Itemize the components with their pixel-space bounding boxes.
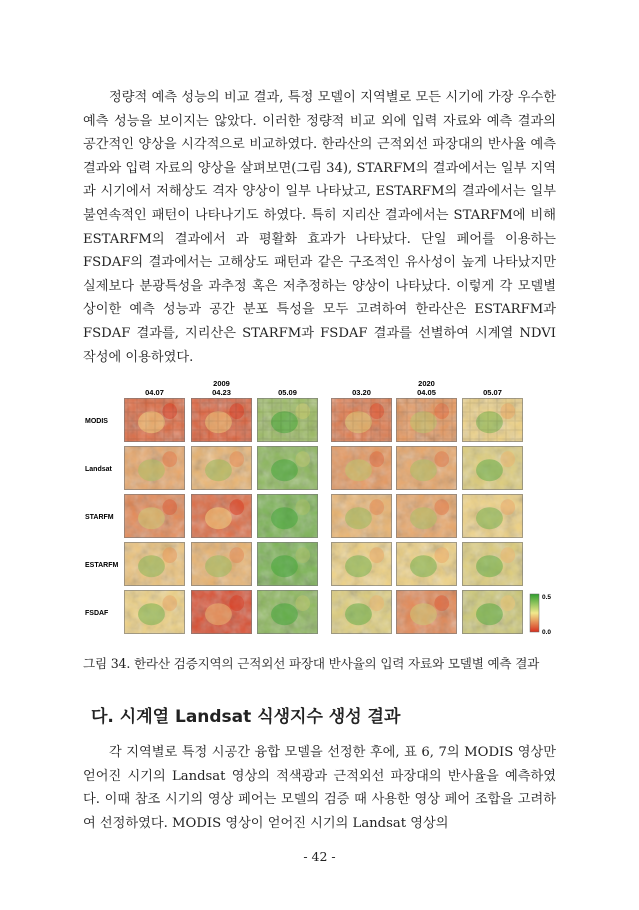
image-tile	[124, 494, 185, 538]
image-tile	[396, 542, 457, 586]
section-heading: 다. 시계열 Landsat 식생지수 생성 결과	[91, 707, 401, 727]
row-label: ESTARFM	[85, 562, 119, 569]
image-tile	[257, 446, 318, 490]
image-tile	[396, 446, 457, 490]
image-tile	[462, 542, 523, 586]
image-tile	[124, 398, 185, 442]
image-tile	[191, 494, 252, 538]
date-label: 03.20	[352, 388, 371, 397]
image-tile	[396, 494, 457, 538]
row-label: MODIS	[85, 418, 108, 425]
image-tile	[191, 542, 252, 586]
date-label: 04.23	[212, 388, 231, 397]
paragraph-text: 각 지역별로 특정 시공간 융합 모델을 선정한 후에, 표 6, 7의 MODIS 영상만 얻어진 시기의 Landsat 영상의 적색광과 근적외선 파장대의 반사율을 예측하였다. 이때 참조 시기의 영상 페어는 모델의 검증 때 사용한 영상 페어 조합을 고려하여 선정하였다. MODIS 영상이 얻어진 시기의 Landsat 영상의	[83, 745, 556, 831]
figure-caption: 그림 34. 한라산 검증지역의 근적외선 파장대 반사율의 입력 자료와 모델별 예측 결과	[83, 656, 540, 671]
image-tile	[191, 590, 252, 634]
image-tile	[257, 398, 318, 442]
image-tile	[124, 542, 185, 586]
image-tile	[331, 494, 392, 538]
paragraph-text: 정량적 예측 성능의 비교 결과, 특정 모델이 지역별로 모든 시기에 가장 우수한 예측 성능을 보이지는 않았다. 이러한 정량적 비교 외에 입력 자료와 예측 결과의 공간적인 양상을 시각적으로 비교하였다. 한라산의 근적외선 파장대의 반사율 예측 결과와 입력 자료의 양상을 살펴보면(그림 34), STARFM의 결과에서는 일부 지역과 시기에서 저해상도 격자 양상이 일부 나타났고, ESTARFM의 결과에서는 일부 불연속적인 패턴이 나타나기도 하였다. 특히 지리산 결과에서는 STARFM에 비해 ESTARFM의 결과에서 과 평활화 효과가 나타났다. 단일 페어를 이용하는 FSDAF의 결과에서는 고해상도 패턴과 같은 구조적인 유사성이 높게 나타났지만 실제보다 분광특성을 과추정 혹은 저추정하는 양상이 나타났다. 이렇게 각 모델별 상이한 예측 성능과 공간 분포 특성을 모두 고려하여 한라산은 ESTARFM과 FSDAF 결과를, 지리산은 STARFM과 FSDAF 결과를 선별하여 시계열 NDVI 작성에 이용하였다.	[83, 90, 556, 365]
date-label: 05.07	[483, 388, 502, 397]
image-tile	[191, 446, 252, 490]
row-label: FSDAF	[85, 610, 109, 617]
image-tile	[462, 590, 523, 634]
image-tile	[124, 446, 185, 490]
year-label: 2020	[418, 379, 435, 388]
image-tile	[462, 494, 523, 538]
image-tile	[462, 398, 523, 442]
figure-34	[83, 376, 556, 640]
image-tile	[257, 590, 318, 634]
figure-grid	[83, 376, 556, 640]
date-label: 05.09	[278, 388, 297, 397]
image-tile	[331, 398, 392, 442]
year-label: 2009	[213, 379, 230, 388]
colorbar	[530, 594, 539, 632]
image-tile	[396, 398, 457, 442]
image-tile	[191, 398, 252, 442]
image-tile	[257, 494, 318, 538]
date-label: 04.05	[417, 388, 436, 397]
image-tile	[331, 542, 392, 586]
image-tile	[462, 446, 523, 490]
date-label: 04.07	[145, 388, 164, 397]
colorbar-max-label: 0.5	[542, 594, 552, 601]
image-tile	[396, 590, 457, 634]
image-tile	[257, 542, 318, 586]
image-tile	[331, 590, 392, 634]
colorbar-min-label: 0.0	[542, 629, 552, 636]
page-number: - 42 -	[303, 849, 336, 864]
body-paragraph-1	[83, 86, 556, 369]
row-label: Landsat	[85, 466, 112, 473]
image-tile	[331, 446, 392, 490]
body-paragraph-2	[83, 741, 556, 835]
image-tile	[124, 590, 185, 634]
row-label: STARFM	[85, 514, 114, 521]
